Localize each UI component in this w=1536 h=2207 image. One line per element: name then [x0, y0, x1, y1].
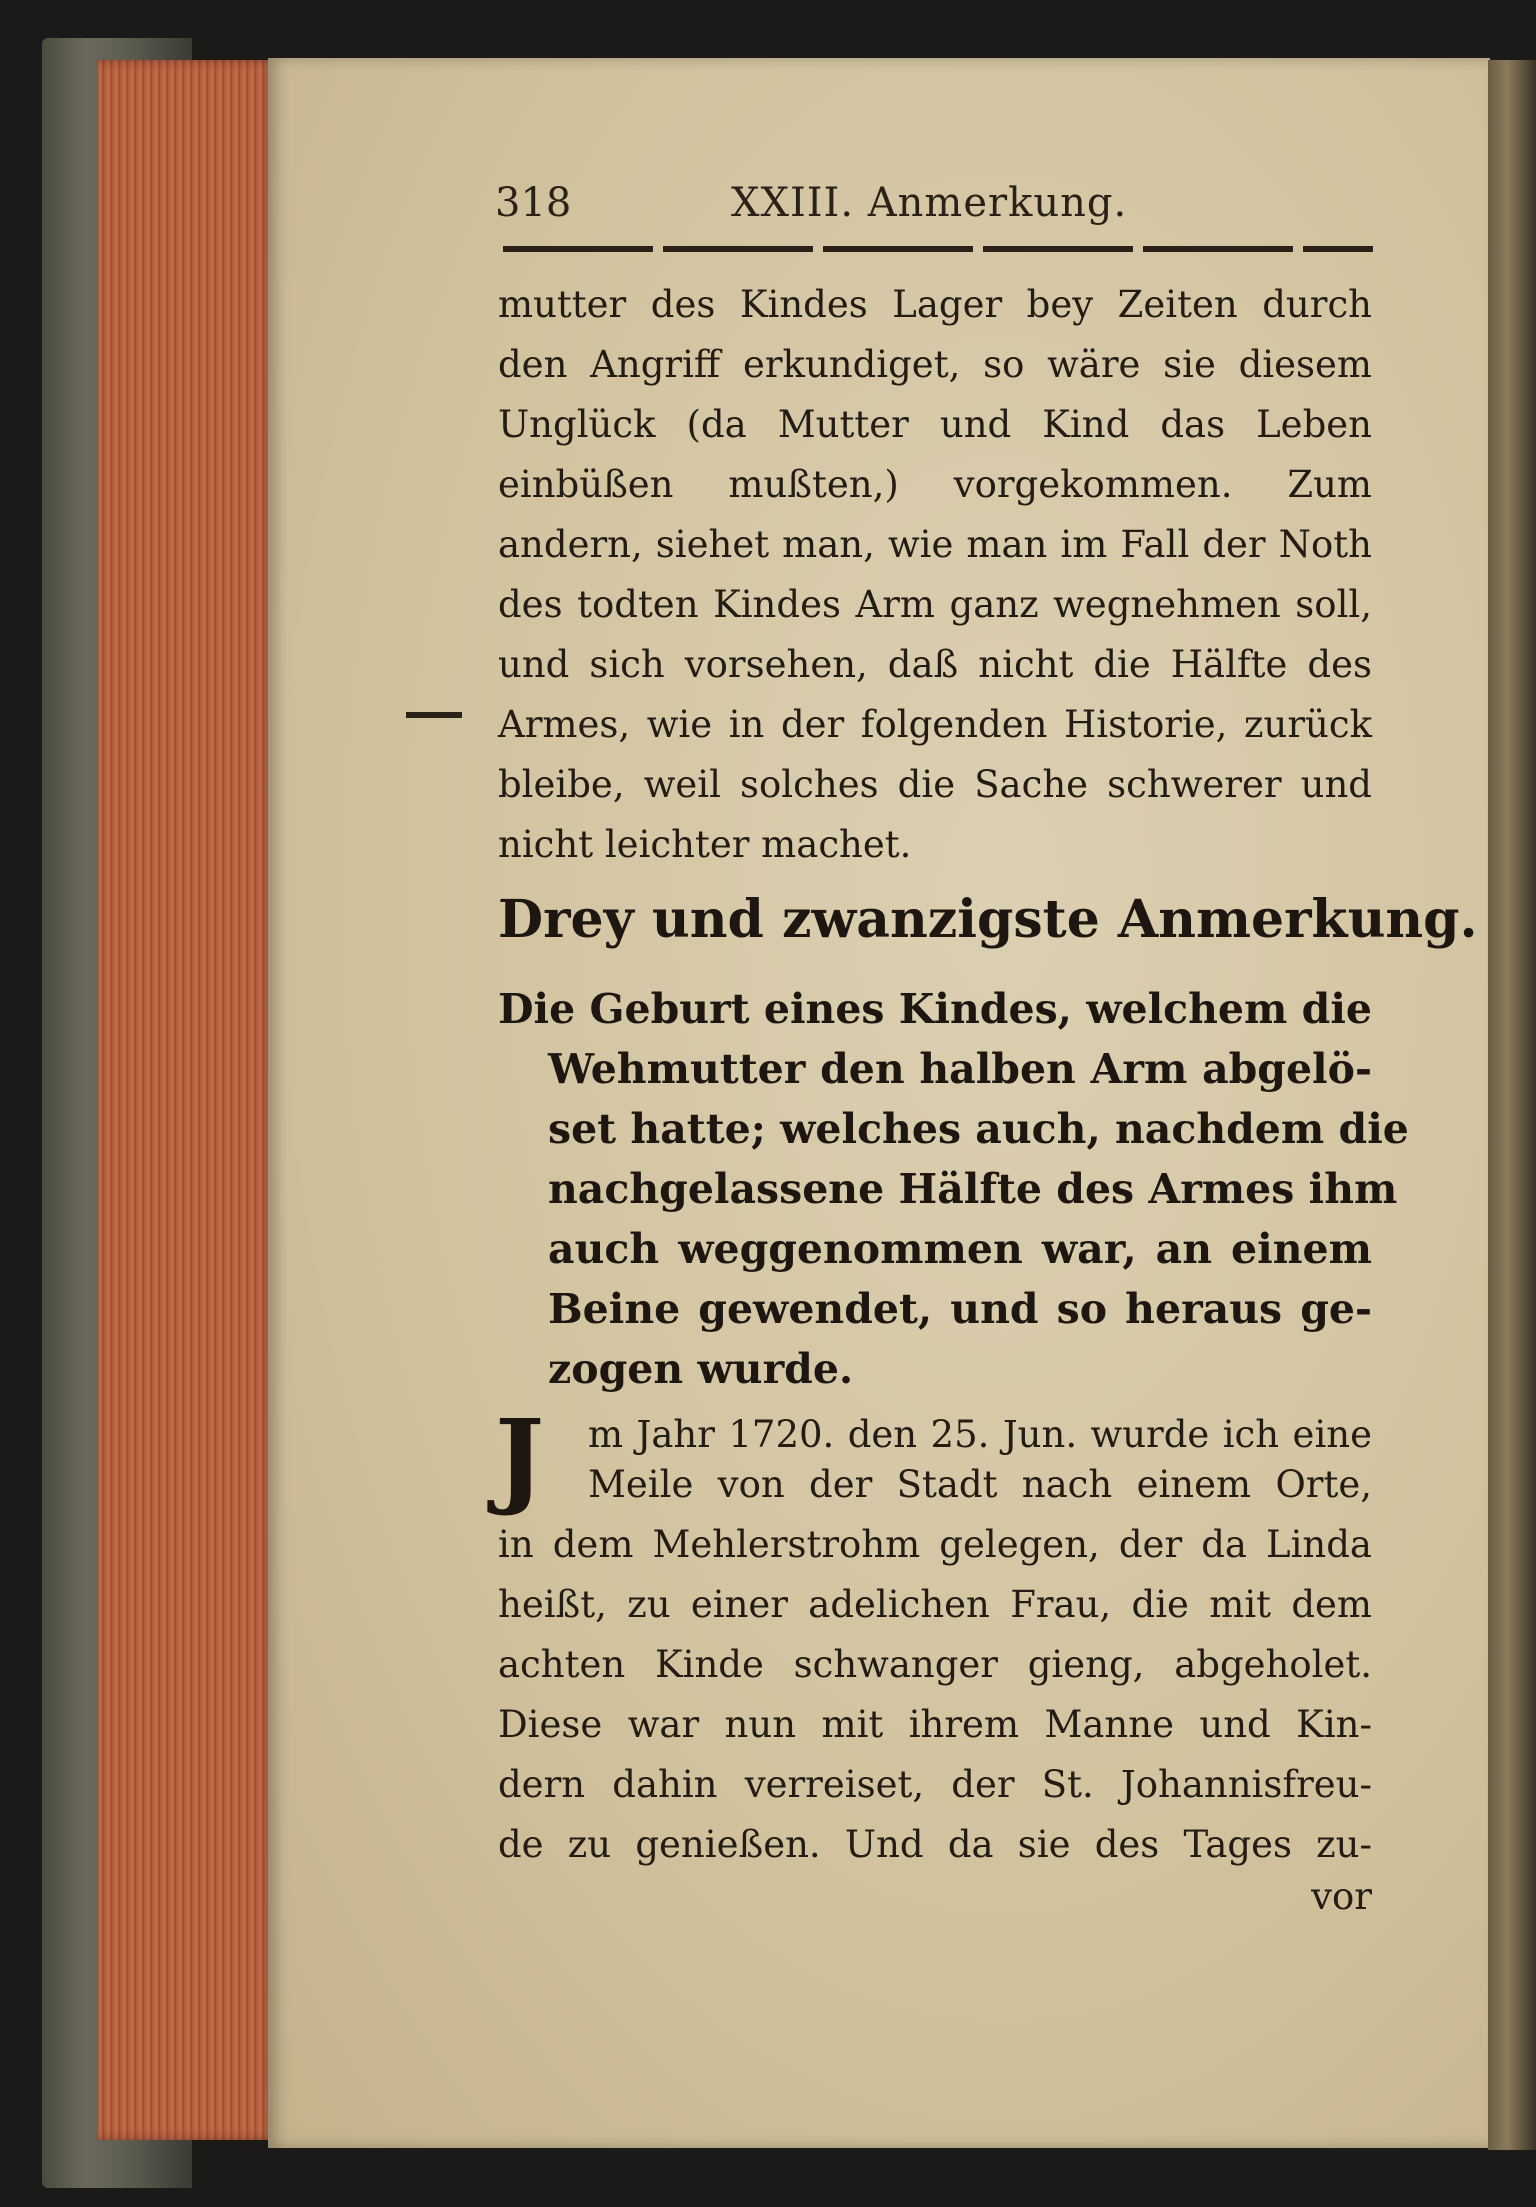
drop-cap: J [495, 1396, 545, 1519]
text-line: mutter des Kindes Lager bey Zeiten durch [498, 283, 1372, 326]
text-line: den Angriff erkundiget, so wäre sie diesem [498, 343, 1372, 386]
page-number: 318 [495, 180, 572, 226]
text-line: Meile von der Stadt nach einem Orte, [588, 1463, 1372, 1506]
header-rule [503, 246, 1373, 252]
text-line: einbüßen mußten,) vorgekommen. Zum [498, 463, 1372, 506]
text-line: andern, siehet man, wie man im Fall der Noth [498, 523, 1372, 566]
summary-line: auch weggenommen war, an einem [548, 1225, 1372, 1273]
summary-line: Beine gewendet, und so heraus ge- [548, 1285, 1372, 1333]
text-line: Armes, wie in der folgenden Historie, zurück [498, 703, 1372, 746]
text-line: m Jahr 1720. den 25. Jun. wurde ich eine [588, 1413, 1372, 1456]
text-line: und sich vorsehen, daß nicht die Hälfte des [498, 643, 1372, 686]
running-head [495, 180, 1375, 230]
margin-mark [406, 712, 462, 718]
text-line: nicht leichter machet. [498, 823, 912, 866]
book-gutter [1488, 60, 1536, 2150]
summary-line: nachgelassene Hälfte des Armes ihm [548, 1165, 1398, 1213]
text-line: dern dahin verreiset, der St. Johannisfreu- [498, 1763, 1372, 1806]
page-edges [98, 60, 276, 2140]
text-line: in dem Mehlerstrohm gelegen, der da Linda [498, 1523, 1372, 1566]
text-line: de zu genießen. Und da sie des Tages zu- [498, 1823, 1372, 1866]
text-line: achten Kinde schwanger gieng, abgeholet. [498, 1643, 1372, 1686]
text-line: Diese war nun mit ihrem Manne und Kin- [498, 1703, 1372, 1746]
text-line: Unglück (da Mutter und Kind das Leben [498, 403, 1372, 446]
text-line: bleibe, weil solches die Sache schwerer und [498, 763, 1372, 806]
summary-line: zogen wurde. [548, 1345, 854, 1393]
summary-line: set hatte; welches auch, nachdem die [548, 1105, 1409, 1153]
summary-line: Die Geburt eines Kindes, welchem die [498, 985, 1372, 1033]
text-line: heißt, zu einer adelichen Frau, die mit dem [498, 1583, 1372, 1626]
summary-line: Wehmutter den halben Arm abgelö- [548, 1045, 1372, 1093]
section-heading: Drey und zwanzigste Anmerkung. [498, 889, 1478, 950]
running-head-title: XXIII. Anmerkung. [731, 180, 1128, 226]
text-line: des todten Kindes Arm ganz wegnehmen soll, [498, 583, 1372, 626]
catchword: vor [1311, 1875, 1372, 1918]
